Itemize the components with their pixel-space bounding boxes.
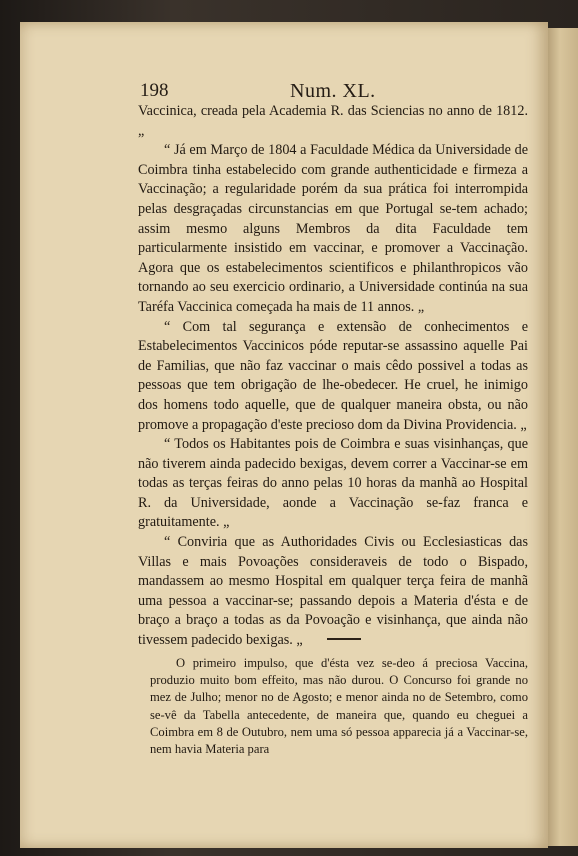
paragraph-faculdade: “ Já em Março de 1804 a Faculdade Médica da Universidade de Coimbra tinha estabelecido com grande authenticidade e firmeza a Vaccinação; a regularidade porém da sua prática foi interrompida pelas desgraçadas circunstancias em que Portugal se-tem achado; assim mesmo alguns Membros da dita Faculdade tem particularmente insistido em vaccinar, e promover a Vaccinação. Agora que os estabelecimentos scientificos e philanthropicos vão tornando ao seu exercicio ordinario, a Universidade continúa na sua Taréfa Vaccinica começada ha mais de 11 annos. „ [138, 142, 528, 315]
paragraph-continuation: Vaccinica, creada pela Academia R. das Sciencias no anno de 1812. „ [138, 103, 528, 139]
paragraph-authoridades: “ Conviria que as Authoridades Civis ou Ecclesiasticas das Villas e mais Povoações consideraveis de todo o Bispado, mandassem ao mesmo Hospital em qualquer terça feira de manhã uma pessoa a vaccinar-se; passando depois a Materia d'ésta e de braço a braço a todas as da Povoação e visinhança, que ainda não tivessem padecido bexigas. „ [138, 534, 528, 649]
main-text [138, 102, 528, 651]
running-head: Num. XL. [290, 80, 376, 102]
paragraph-habitantes: “ Todos os Habitantes pois de Coimbra e suas visinhanças, que não tiverem ainda padecido bexigas, devem correr a Vaccinar-se em todas as terças feiras do anno pelas 10 horas da manhã ao Hospital R. da Universidade, aonde a Vaccinação se-faz franca e gratuitamente. „ [138, 436, 528, 531]
page-header [140, 80, 540, 104]
paragraph-seguranca: “ Com tal segurança e extensão de conhecimentos e Estabelecimentos Vaccinicos póde reputar-se assassino aquelle Pai de Familias, que não faz vaccinar o mais cêdo possivel a todas as pessoas que tem obrigação de lhe-obedecer. He cruel, he inimigo dos homens todo aquelle, que de qualquer maneira obsta, ou não promove a propagação d'este precioso dom da Divina Providencia. „ [138, 318, 528, 433]
footnote-separator [327, 638, 361, 640]
footnote-text: O primeiro impulso, que d'ésta vez se-deo á preciosa Vaccina, produzio muito bom effeito, mas não durou. O Concurso foi grande no mez de Julho; menor no de Agosto; e menor ainda no de Setembro, como se-vê da Tabella antecedente, de maneira que, quando eu cheguei a Coimbra em 8 de Outubro, nem uma só pessoa apparecia já a Vaccinar-se, nem havia Materia para [150, 656, 528, 757]
footnote [150, 655, 528, 758]
page-number: 198 [140, 80, 169, 101]
next-page-edge [548, 28, 578, 846]
